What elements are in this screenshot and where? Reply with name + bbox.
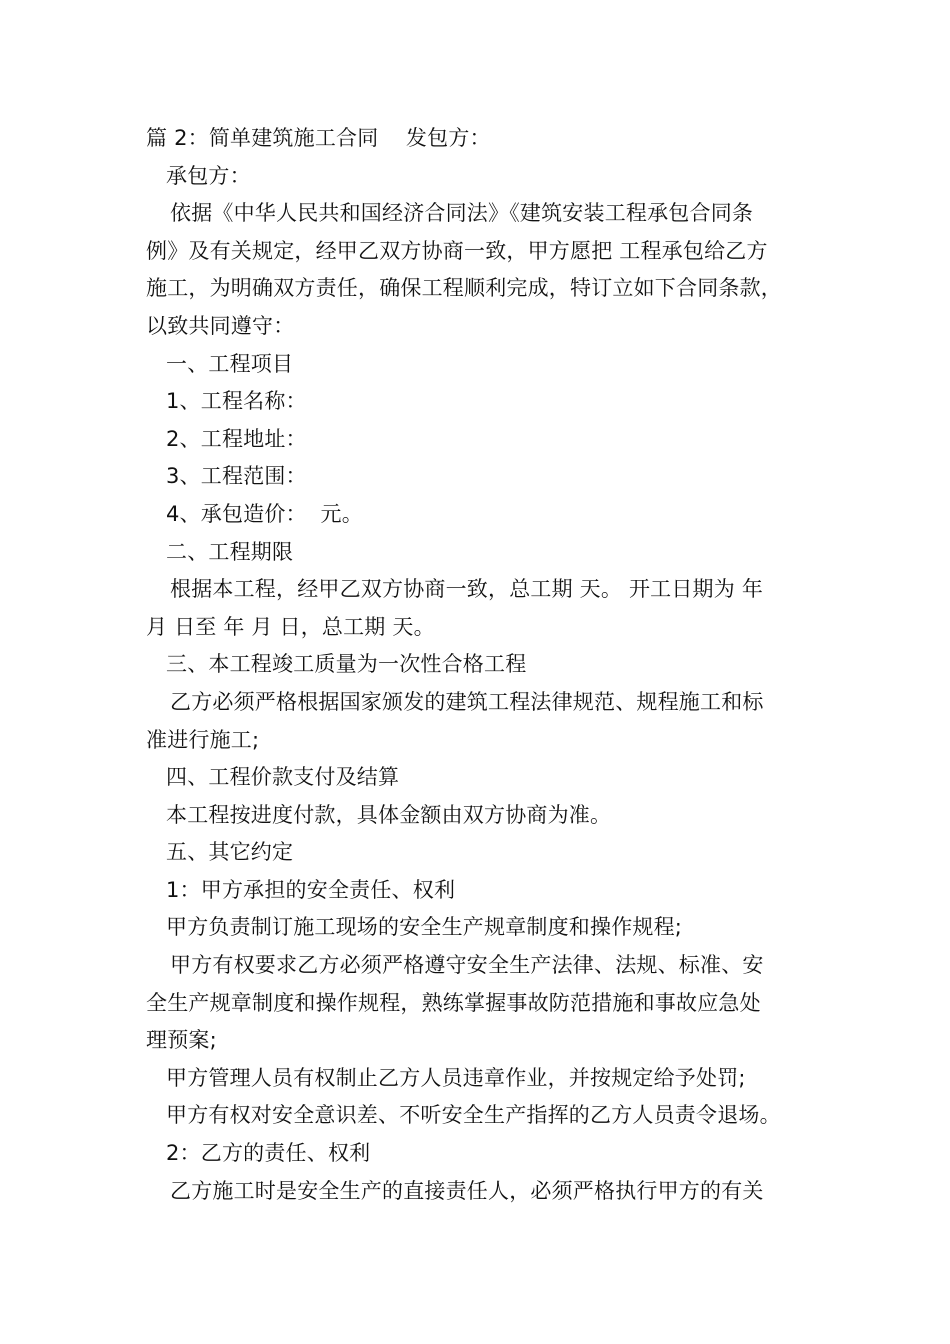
section-heading: 四、工程价款支付及结算: [166, 765, 400, 790]
preamble-line: 以致共同遵守：: [146, 313, 295, 338]
paragraph-line: 月 日至 年 月 日，总工期 天。: [146, 614, 435, 639]
section-heading: 一、工程项目: [166, 351, 294, 376]
contractor-line: 承包方：: [166, 163, 251, 188]
paragraph-line: 准进行施工;: [146, 727, 260, 752]
subsection-heading: 1：甲方承担的安全责任、权利: [166, 877, 456, 902]
clause-line: 3、工程范围：: [166, 464, 307, 489]
clause-line: 2、工程地址：: [166, 426, 307, 451]
paragraph-line: 甲方有权要求乙方必须严格遵守安全生产法律、法规、标准、安: [170, 953, 764, 978]
section-heading: 五、其它约定: [166, 840, 294, 865]
paragraph-line: 本工程按进度付款，具体金额由双方协商为准。: [166, 802, 612, 827]
paragraph-line: 乙方必须严格根据国家颁发的建筑工程法律规范、规程施工和标: [170, 689, 764, 714]
clause-line: 1、工程名称：: [166, 389, 307, 414]
preamble-line: 施工，为明确双方责任，确保工程顺利完成，特订立如下合同条款，: [146, 276, 782, 301]
paragraph-line: 乙方施工时是安全生产的直接责任人，必须严格执行甲方的有关: [170, 1178, 764, 1203]
preamble-line: 依据《中华人民共和国经济合同法》《建筑安装工程承包合同条: [170, 201, 754, 226]
document-body: [146, 120, 818, 1210]
paragraph-line: 甲方负责制订施工现场的安全生产规章制度和操作规程;: [166, 915, 683, 940]
doc-title-line: 篇 2：简单建筑施工合同 发包方：: [146, 126, 491, 150]
preamble-line: 例》及有关规定，经甲乙双方协商一致，甲方愿把 工程承包给乙方: [146, 238, 768, 263]
subsection-heading: 2：乙方的责任、权利: [166, 1141, 371, 1166]
paragraph-line: 全生产规章制度和操作规程，熟练掌握事故防范措施和事故应急处: [146, 990, 761, 1015]
paragraph-line: 甲方有权对安全意识差、不听安全生产指挥的乙方人员责令退场。: [166, 1103, 781, 1128]
clause-line: 4、承包造价： 元。: [166, 501, 363, 526]
paragraph-line: 理预案;: [146, 1028, 217, 1053]
section-heading: 二、工程期限: [166, 539, 294, 564]
section-heading: 三、本工程竣工质量为一次性合格工程: [166, 652, 527, 677]
paragraph-line: 根据本工程，经甲乙双方协商一致，总工期 天。 开工日期为 年: [170, 577, 764, 602]
paragraph-line: 甲方管理人员有权制止乙方人员违章作业，并按规定给予处罚;: [166, 1065, 746, 1090]
